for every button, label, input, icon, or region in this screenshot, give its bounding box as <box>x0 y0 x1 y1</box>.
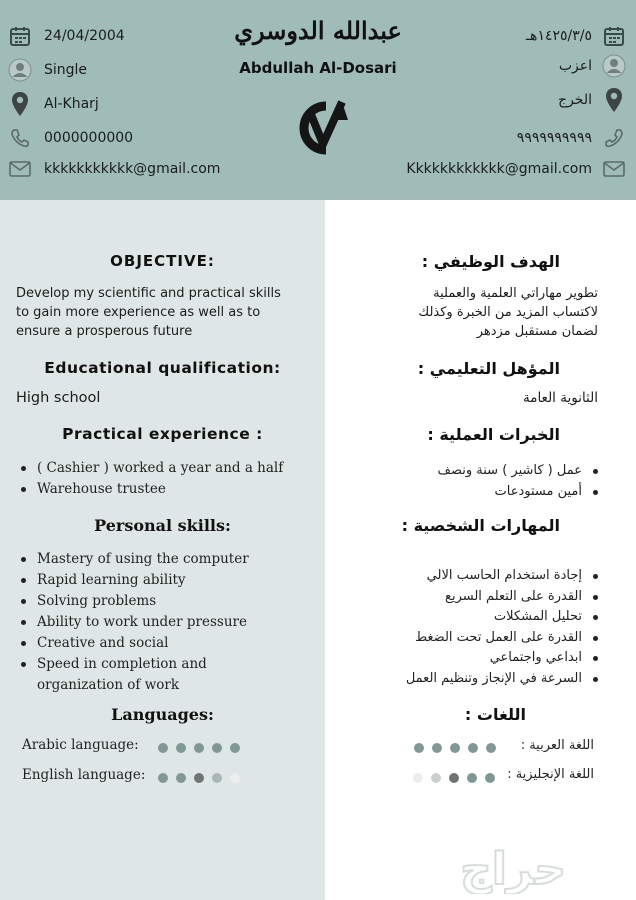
rating-dot <box>450 743 460 753</box>
english-language-label-ar: اللغة الإنجليزية : <box>507 767 594 782</box>
objective-text-ar <box>358 284 598 341</box>
list-item-continuation: organization of work <box>37 677 180 693</box>
phone-number: 0000000000 <box>44 130 134 146</box>
skills-title-ar: المهارات الشخصية : <box>401 516 560 535</box>
english-language-label: English language: <box>22 767 146 783</box>
rating-dot <box>468 743 478 753</box>
education-title: Educational qualification: <box>44 359 281 377</box>
left-location-row <box>8 92 99 116</box>
list-item: السرعة في الإنجاز وتنظيم العمل <box>406 669 600 690</box>
rating-dot <box>176 743 186 753</box>
list-item: القدرة على التعلم السريع <box>406 587 600 608</box>
arabic-language-label: Arabic language: <box>22 737 139 753</box>
skills-title: Personal skills: <box>94 516 231 535</box>
experience-list <box>18 458 283 500</box>
rating-dot <box>230 773 240 783</box>
arabic-language-label-ar: اللغة العربية : <box>520 738 594 753</box>
marital-status-ar: اعزب <box>558 58 592 74</box>
experience-list-ar <box>438 461 600 502</box>
rating-dot <box>212 773 222 783</box>
education-value-ar: الثانوية العامة <box>522 390 598 406</box>
location-pin-icon <box>602 88 626 112</box>
phone-icon <box>602 126 626 150</box>
location-ar: الخرج <box>558 92 592 108</box>
objective-line: تطوير مهاراتي العلمية والعملية <box>433 286 598 301</box>
name-english: Abdullah Al-Dosari <box>239 59 397 77</box>
skills-list-ar <box>406 566 600 689</box>
list-item: إجادة استخدام الحاسب الالي <box>406 566 600 587</box>
rating-dot <box>432 743 442 753</box>
list-item: Ability to work under pressure <box>18 612 249 633</box>
list-item: Warehouse trustee <box>18 479 283 500</box>
haraj-watermark-logo <box>398 844 628 894</box>
phone-number-ar: ٩٩٩٩٩٩٩٩٩٩ <box>516 130 592 146</box>
rating-dot <box>194 743 204 753</box>
skills-list <box>18 549 249 696</box>
languages-title-ar: اللغات : <box>464 705 526 724</box>
list-item: Mastery of using the computer <box>18 549 249 570</box>
rating-dot <box>431 773 441 783</box>
left-phone-row <box>8 126 133 150</box>
objective-line: to gain more experience as well as to <box>16 305 261 320</box>
marital-status: Single <box>44 62 88 78</box>
left-email-row <box>8 157 220 181</box>
objective-title: OBJECTIVE: <box>110 252 215 270</box>
arabic-rating <box>158 743 240 753</box>
list-item: Creative and social <box>18 633 249 654</box>
rating-dot <box>486 743 496 753</box>
list-item: ابداعي واجتماعي <box>406 648 600 669</box>
list-item: Rapid learning ability <box>18 570 249 591</box>
right-email-row <box>406 157 626 181</box>
location: Al-Kharj <box>44 96 99 112</box>
list-item: Solving problems <box>18 591 249 612</box>
objective-text <box>16 284 296 341</box>
cv-logo-icon <box>290 96 354 160</box>
objective-title-ar: الهدف الوظيفي : <box>421 252 560 271</box>
english-rating <box>158 773 240 783</box>
list-item: القدرة على العمل تحت الضغط <box>406 628 600 649</box>
list-item: أمين مستودعات <box>438 482 600 503</box>
list-item: عمل ( كاشير ) سنة ونصف <box>438 461 600 482</box>
watermark-text: حراج <box>460 844 566 894</box>
rating-dot <box>158 773 168 783</box>
right-phone-row <box>517 126 626 150</box>
location-pin-icon <box>8 92 32 116</box>
birth-date: 24/04/2004 <box>44 28 125 44</box>
experience-title-ar: الخبرات العملية : <box>427 425 560 444</box>
rating-dot <box>158 743 168 753</box>
list-item: Speed in completion and <box>18 654 249 675</box>
arabic-rating-ar <box>414 743 496 753</box>
objective-line: لضمان مستقبل مزدهر <box>476 324 598 339</box>
birth-date-hijri: ١٤٢٥/٣/٥هـ <box>525 28 592 44</box>
list-item: ( Cashier ) worked a year and a half <box>18 458 283 479</box>
email-address: kkkkkkkkkkk@gmail.com <box>44 161 221 177</box>
objective-line: لاكتساب المزيد من الخبرة وكذلك <box>418 305 598 320</box>
rating-dot <box>230 743 240 753</box>
experience-title: Practical experience : <box>62 425 263 443</box>
phone-icon <box>8 126 32 150</box>
rating-dot <box>449 773 459 783</box>
english-rating-ar <box>413 773 495 783</box>
rating-dot <box>414 743 424 753</box>
name-arabic: عبدالله الدوسري <box>234 16 402 45</box>
objective-line: ensure a prosperous future <box>16 324 193 339</box>
rating-dot <box>485 773 495 783</box>
education-value: High school <box>16 390 101 406</box>
rating-dot <box>413 773 423 783</box>
rating-dot <box>176 773 186 783</box>
rating-dot <box>467 773 477 783</box>
right-location-row <box>558 88 626 112</box>
email-icon <box>8 157 32 181</box>
objective-line: Develop my scientific and practical skills <box>16 286 281 301</box>
rating-dot <box>194 773 204 783</box>
languages-title: Languages: <box>111 705 214 724</box>
email-icon <box>602 157 626 181</box>
list-item: تحليل المشكلات <box>406 607 600 628</box>
education-title-ar: المؤهل التعليمي : <box>417 359 560 378</box>
email-address-ar: Kkkkkkkkkkkk@gmail.com <box>406 161 592 177</box>
rating-dot <box>212 743 222 753</box>
